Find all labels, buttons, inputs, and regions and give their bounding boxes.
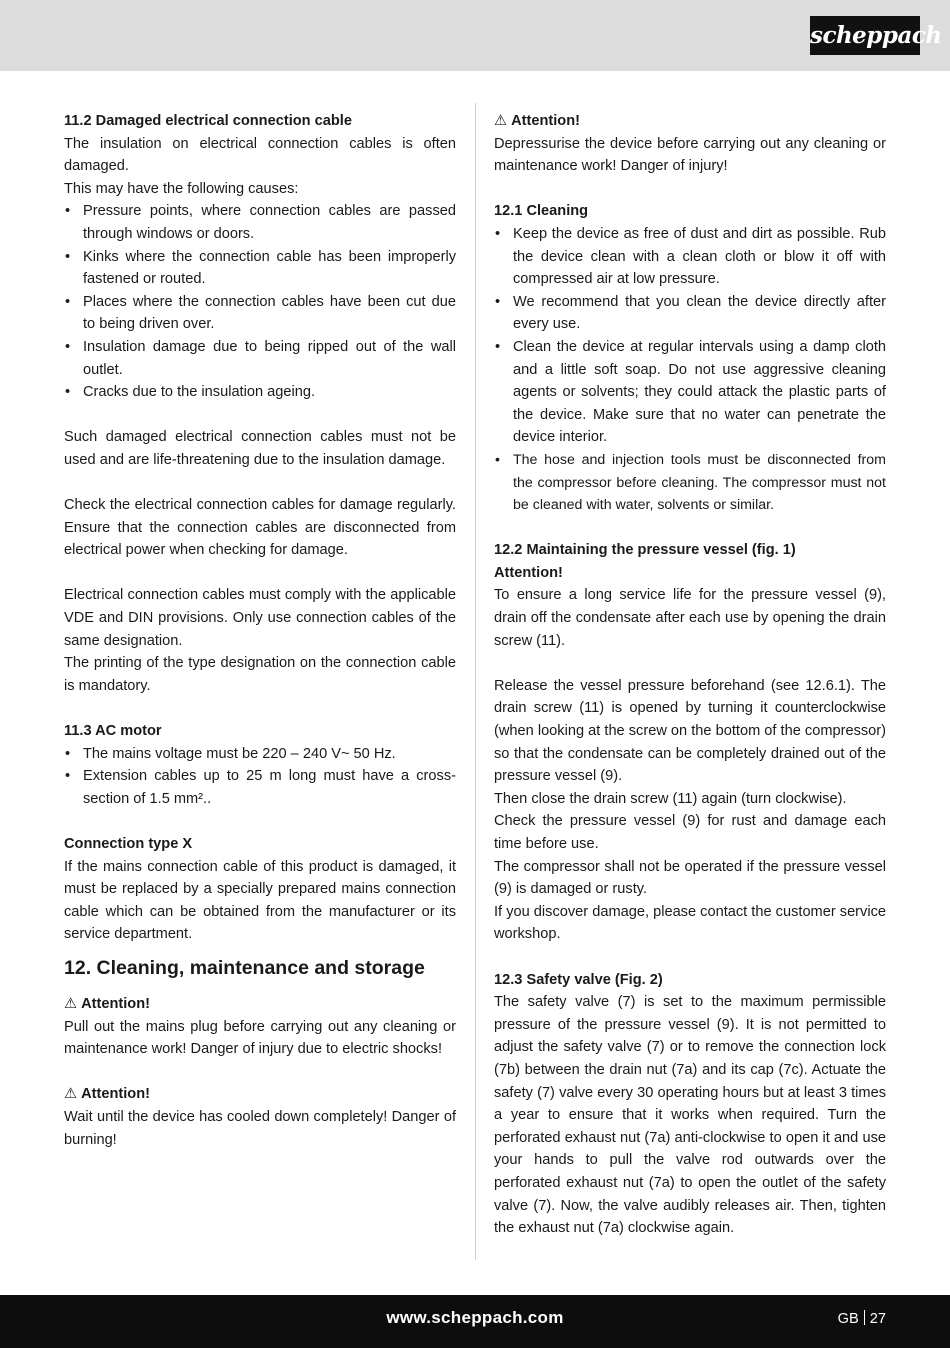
paragraph: Then close the drain screw (11) again (turn clockwise). xyxy=(494,790,847,807)
list-item: • Cracks due to the insulation ageing. xyxy=(64,381,456,404)
attention-heading: ⚠ Attention! xyxy=(494,110,886,133)
paragraph: The safety valve (7) is set to the maximum permissible pressure of the pressure vessel (9). It is not permitted to adjust the safety valve (7) or to remove the connection lock (7b) between the drain nut (7a) and its cap (7c). Actuate the safety (7) valve every 30 operating hours but at least 3 times a year to ensure that it works when required. Turn the perforated exhaust nut (7a) anti-clockwise to open it and use your hands to pull the valve rod outwards over the perforated exhaust nut (7a) to open the outlet of the safety valve (7). Now, the valve audibly releases air. Then, tighten the exhaust nut (7a) clockwise again. xyxy=(494,994,886,1237)
page-number-value: 27 xyxy=(869,1311,886,1327)
paragraph: The printing of the type designation on the connection cable is mandatory. xyxy=(64,655,456,694)
section-12-title: 12. Cleaning, maintenance and storage xyxy=(64,956,425,979)
list-item: • The hose and injection tools must be disconnected from the compressor before cleaning. The compressor must not be cleaned with water, solvents or similar. xyxy=(494,449,886,517)
paragraph: Release the vessel pressure beforehand (see 12.6.1). The drain screw (11) is opened by turning it counterclockwise (when looking at the screw on the bottom of the compressor) so that the condensate can be completely drained out of the pressure vessel (9). xyxy=(494,677,886,785)
paragraph: Electrical connection cables must comply with the applicable VDE and DIN provisions. Only use connection cables of the same designation. xyxy=(64,587,456,649)
list-item: • Kinks where the connection cable has been improperly fastened or routed. xyxy=(64,246,456,291)
paragraph: This may have the following causes: xyxy=(64,180,299,197)
section-11-2-title: 11.2 Damaged electrical connection cable xyxy=(64,113,352,129)
list-item: • We recommend that you clean the device directly after every use. xyxy=(494,291,886,336)
right-column xyxy=(494,110,886,1240)
separator xyxy=(864,1310,865,1325)
attention-heading: ⚠ Attention! xyxy=(64,993,456,1016)
paragraph: Check the electrical connection cables for damage regularly. Ensure that the connection cables are disconnected from electrical power when checking for damage. xyxy=(64,497,456,559)
list-item: • Keep the device as free of dust and dirt as possible. Rub the device clean with a clean cloth or blow it off with compressed air at low pressure. xyxy=(494,223,886,291)
left-column xyxy=(64,110,456,1151)
warning-icon: ⚠ xyxy=(494,113,508,129)
causes-list xyxy=(64,200,456,403)
paragraph: Pull out the mains plug before carrying out any cleaning or maintenance work! Danger of injury due to electric shocks! xyxy=(64,1018,456,1058)
page-header xyxy=(0,0,950,71)
paragraph: The compressor shall not be operated if the pressure vessel (9) is damaged or rusty. xyxy=(494,858,886,898)
website-link[interactable]: www.scheppach.com xyxy=(386,1308,564,1327)
list-item: • The mains voltage must be 220 – 240 V~ 50 Hz. xyxy=(64,743,456,766)
paragraph: To ensure a long service life for the pressure vessel (9), drain off the condensate after each use by opening the drain screw (11). xyxy=(494,587,886,649)
paragraph: Check the pressure vessel (9) for rust and damage each time before use. xyxy=(494,813,886,852)
brand-logo: scheppach xyxy=(810,16,920,55)
attention-heading: ⚠ Attention! xyxy=(64,1083,456,1106)
cleaning-list xyxy=(494,223,886,517)
paragraph: Depressurise the device before carrying out any cleaning or maintenance work! Danger of injury! xyxy=(494,135,886,175)
attention-label: Attention! xyxy=(494,564,563,581)
list-item: • Pressure points, where connection cables are passed through windows or doors. xyxy=(64,200,456,245)
paragraph: Wait until the device has cooled down completely! Danger of burning! xyxy=(64,1108,456,1148)
page-number xyxy=(838,1310,886,1327)
paragraph: Such damaged electrical connection cables must not be used and are life-threatening due to the insulation damage. xyxy=(64,429,456,468)
list-item: • Extension cables up to 25 m long must have a cross-section of 1.5 mm².. xyxy=(64,765,456,810)
language-code: GB xyxy=(837,1311,859,1327)
warning-icon: ⚠ xyxy=(64,995,78,1012)
list-item: • Clean the device at regular intervals using a damp cloth and a little soft soap. Do not use aggressive cleaning agents or solvents; they could attack the plastic parts of the device. Make sure that no water can penetrate the device interior. xyxy=(494,336,886,449)
connection-type-title: Connection type X xyxy=(64,836,193,852)
section-12-2-title: 12.2 Maintaining the pressure vessel (fig. 1) xyxy=(494,542,796,559)
warning-icon: ⚠ xyxy=(64,1086,78,1103)
section-12-1-title: 12.1 Cleaning xyxy=(494,203,589,220)
page-footer xyxy=(0,1295,950,1348)
column-divider xyxy=(475,103,476,1260)
section-11-3-title: 11.3 AC motor xyxy=(64,723,162,740)
paragraph: If you discover damage, please contact the customer service workshop. xyxy=(494,903,886,943)
section-12-3-title: 12.3 Safety valve (Fig. 2) xyxy=(494,971,663,988)
motor-list xyxy=(64,743,456,811)
list-item: • Places where the connection cables have been cut due to being driven over. xyxy=(64,291,456,336)
paragraph: If the mains connection cable of this product is damaged, it must be replaced by a specially prepared mains connection cable which can be obtained from the manufacturer or its service department. xyxy=(64,858,456,943)
paragraph: The insulation on electrical connection cables is often damaged. xyxy=(64,135,456,175)
list-item: • Insulation damage due to being ripped out of the wall outlet. xyxy=(64,336,456,381)
